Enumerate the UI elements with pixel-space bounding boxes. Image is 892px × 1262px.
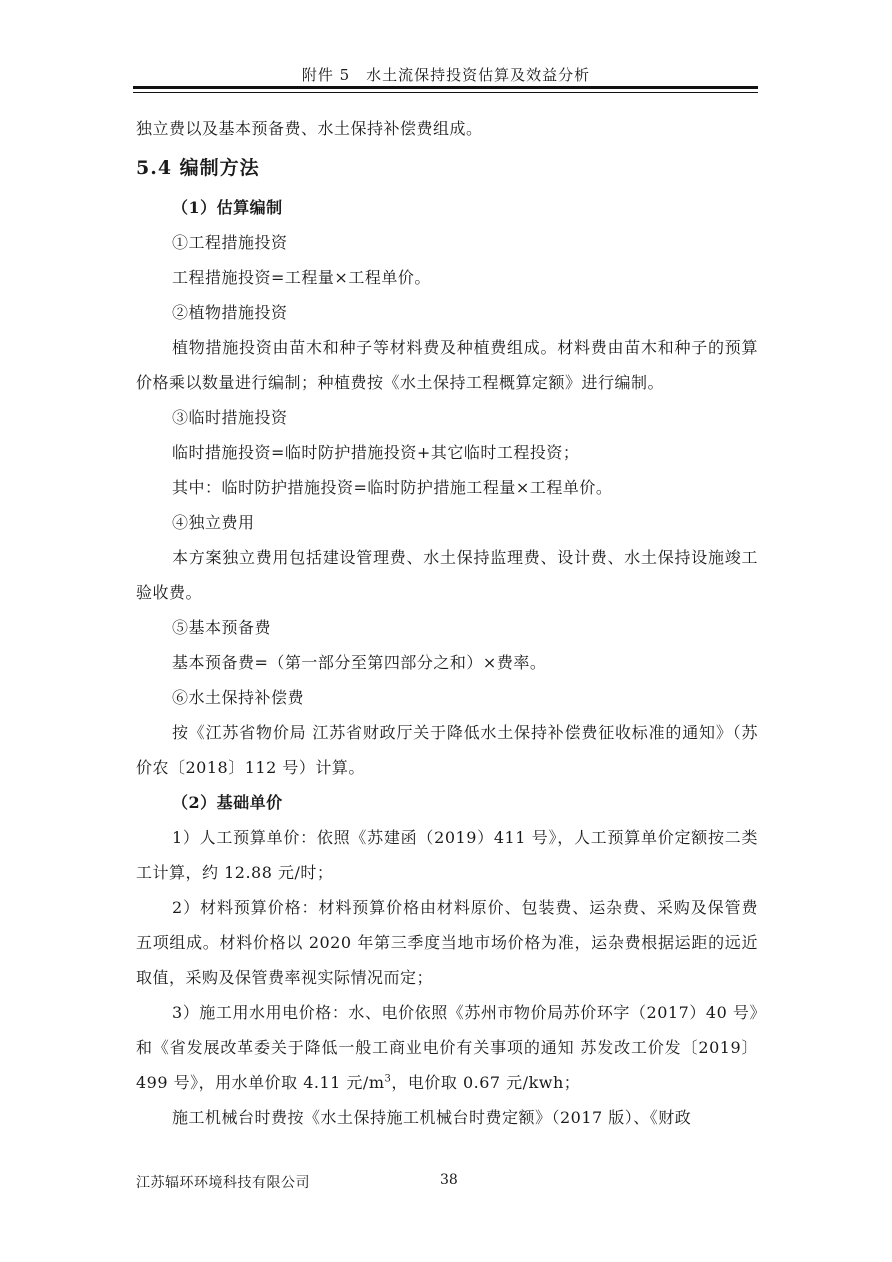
- page-number: 38: [440, 1172, 458, 1188]
- header-rule-thick: [133, 86, 758, 89]
- base-price-item-1: 1）人工预算单价：依照《苏建函（2019）411 号》，人工预算单价定额按二类工计算，约 12.88 元/时；: [136, 828, 758, 882]
- base-price-item-2: 2）材料预算价格：材料预算价格由材料原价、包装费、运杂费、采购及保管费五项组成。材料价格以 2020 年第三季度当地市场价格为准，运杂费根据运距的远近取值，采购及保管费率视实际情况而定；: [136, 898, 758, 987]
- section-title: 5.4 编制方法: [136, 157, 260, 179]
- item4-title: ④独立费用: [172, 513, 255, 532]
- base-price-item-3-text-a: 3）施工用水用电价格：水、电价依照《苏州市物价局苏价环字（2017）40 号》和《省发展改革委关于降低一般工商业电价有关事项的通知 苏发改工价发〔2019〕499 号》，用水单价取 4.11 元/m: [136, 1003, 758, 1092]
- item2-title: ②植物措施投资: [172, 303, 288, 322]
- item5-title: ⑤基本预备费: [172, 618, 272, 637]
- item2-text: 植物措施投资由苗木和种子等材料费及种植费组成。材料费由苗木和种子的预算价格乘以数量进行编制；种植费按《水土保持工程概算定额》进行编制。: [136, 338, 758, 392]
- intro-paragraph: 独立费以及基本预备费、水土保持补偿费组成。: [136, 119, 483, 138]
- subsection-heading-estimate: （1）估算编制: [172, 198, 283, 217]
- base-price-item-3: [136, 995, 758, 1100]
- superscript-3: 3: [384, 1073, 392, 1085]
- item3-text-1: 临时措施投资=临时防护措施投资+其它临时工程投资；: [172, 443, 580, 462]
- page-header-title: 附件 5 水土流保持投资估算及效益分析: [301, 66, 591, 84]
- item6-text: 按《江苏省物价局 江苏省财政厅关于降低水土保持补偿费征收标准的通知》（苏价农〔2018〕112 号）计算。: [136, 723, 758, 777]
- document-body: [136, 111, 758, 1135]
- base-price-item-3-text-b: ，电价取 0.67 元/kwh；: [391, 1073, 581, 1092]
- item1-title: ①工程措施投资: [172, 233, 288, 252]
- item1-text: 工程措施投资=工程量×工程单价。: [172, 268, 431, 287]
- item3-text-2: 其中：临时防护措施投资=临时防护措施工程量×工程单价。: [172, 478, 613, 497]
- item4-text: 本方案独立费用包括建设管理费、水土保持监理费、设计费、水土保持设施竣工验收费。: [136, 548, 758, 602]
- item3-title: ③临时措施投资: [172, 408, 288, 427]
- header-rule-thin: [133, 92, 758, 93]
- item5-text: 基本预备费=（第一部分至第四部分之和）×费率。: [172, 653, 547, 672]
- subsection-heading-base-price: （2）基础单价: [172, 793, 283, 812]
- item6-title: ⑥水土保持补偿费: [172, 688, 305, 707]
- base-price-item-4: 施工机械台时费按《水土保持施工机械台时费定额》（2017 版）、《财政: [172, 1108, 692, 1127]
- footer-company: 江苏辐环环境科技有限公司: [136, 1175, 310, 1191]
